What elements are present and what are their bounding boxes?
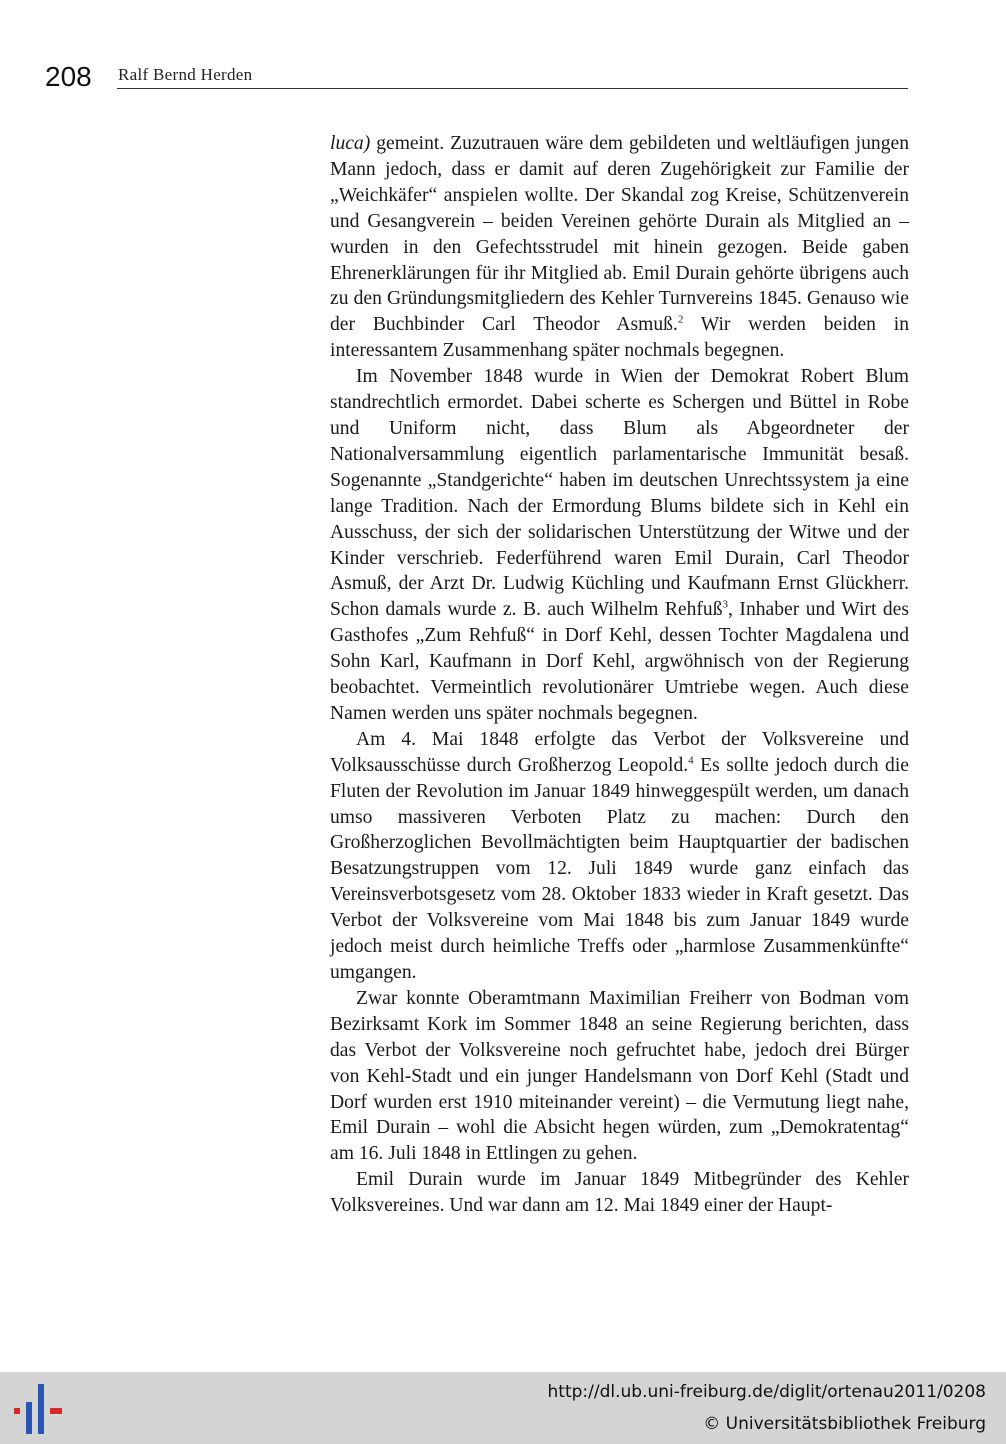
footnote-ref-3: 3 [722, 598, 729, 611]
paragraph-3-text-b: Es sollte jedoch durch die Fluten der Revolution im Januar 1849 hinweggespült werden, um danach umso massiveren Verboten Platz zu machen: Durch den Großherzoglichen Bevollmächtigten beim Hauptquartier der badischen Besatzungstruppen vom 12. Juli 1849 wurde ganz einfach das Vereinsverbotsgesetz vom 28. Oktober 1833 wieder in Kraft gesetzt. Das Verbot der Volksvereine vom Mai 1848 bis zum Januar 1849 wurde jedoch meist durch heimliche Treffs oder „harmlose Zusammenkünfte“ umgangen. [330, 754, 909, 983]
paragraph-3-text-a: Am 4. Mai 1848 erfolgte das Verbot der Volksvereine und Volksausschüsse durch Großherzog Leopold. [330, 728, 909, 776]
logo-red-dash-right [50, 1408, 62, 1414]
footnote-ref-4: 4 [688, 754, 694, 767]
paragraph-2-text-a: Im November 1848 wurde in Wien der Demokrat Robert Blum standrechtlich ermordet. Dabei scherte es Schergen und Büttel in Robe und Uniform nicht, dass Blum als Abgeordneter der Nationalversammlung eigentlich parlamentarische Immunität besaß. Sogenannte „Standgerichte“ haben im deutschen Unrechtssystem ja eine lange Tradition. Nach der Ermordung Blums bildete sich in Kehl ein Ausschuss, der sich der solidarischen Unterstützung der Witwe und der Kinder verschrieb. Federführend waren Emil Durain, Carl Theodor Asmuß, der Arzt Dr. Ludwig Küchling und Kaufmann Ernst Glückherr. Schon damals wurde z. B. auch Wilhelm Rehfuß [330, 366, 909, 621]
footer-url: http://dl.ub.uni-freiburg.de/diglit/ortenau2011/0208 [547, 1382, 986, 1402]
paragraph-3 [330, 727, 909, 986]
running-head: Ralf Bernd Herden [118, 65, 253, 84]
paragraph-1-italic-lead: luca) [330, 133, 371, 154]
paragraph-1-text-b: Wir werden beiden in interessantem Zusammenhang später nochmals begegnen. [330, 314, 909, 362]
paragraph-2 [330, 364, 909, 727]
logo-blue-bar-right [38, 1384, 44, 1434]
body-text [330, 131, 909, 1219]
footer-copyright: © Universitätsbibliothek Freiburg [703, 1414, 986, 1434]
footnote-ref-2: 2 [677, 313, 684, 326]
ub-freiburg-logo-icon [14, 1384, 64, 1436]
paragraph-4: Zwar konnte Oberamtmann Maximilian Freiherr von Bodman vom Bezirksamt Kork im Sommer 1848 an seine Regierung berichten, dass das Verbot der Volksvereine noch gefruchtet habe, jedoch drei Bürger von Kehl-Stadt und ein junger Handelsmann von Dorf Kehl (Stadt und Dorf wurden erst 1910 miteinander vereint) – die Vermutung liegt nahe, Emil Durain – wohl die Absicht hegen würden, zum „Demokratentag“ am 16. Juli 1848 in Ettlingen zu gehen. [330, 987, 909, 1165]
paragraph-5: Emil Durain wurde im Januar 1849 Mitbegründer des Kehler Volksvereines. Und war dann am 12. Mai 1849 einer der Haupt- [330, 1169, 909, 1217]
header-rule [117, 88, 908, 89]
paragraph-1 [330, 131, 909, 364]
paragraph-2-text-b: , Inhaber und Wirt des Gasthofes „Zum Rehfuß“ in Dorf Kehl, dessen Tochter Magdalena und Sohn Karl, Kaufmann in Dorf Kehl, argwöhnisch von der Regierung beobachtet. Vermeintlich revolutionärer Umtriebe wegen. Auch diese Namen werden uns später nochmals begegnen. [330, 599, 909, 724]
page-number: 208 [45, 61, 92, 92]
logo-red-dash-left [14, 1408, 20, 1414]
logo-blue-bar-left [26, 1402, 32, 1434]
paragraph-1-text-a: gemeint. Zuzutrauen wäre dem gebildeten und weltläufigen jungen Mann jedoch, dass er damit auf deren Zugehörigkeit zur Familie der „Weichkäfer“ anspielen wollte. Der Skandal zog Kreise, Schützenverein und Gesangverein – beiden Vereinen gehörte Durain als Mitglied an – wurden in den Gefechtsstrudel mit hinein gezogen. Beide gaben Ehrenerklärungen für ihr Mitglied ab. Emil Durain gehörte übrigens auch zu den Gründungsmitgliedern des Kehler Turnvereins 1845. Genauso wie der Buchbinder Carl Theodor Asmuß. [330, 133, 909, 336]
